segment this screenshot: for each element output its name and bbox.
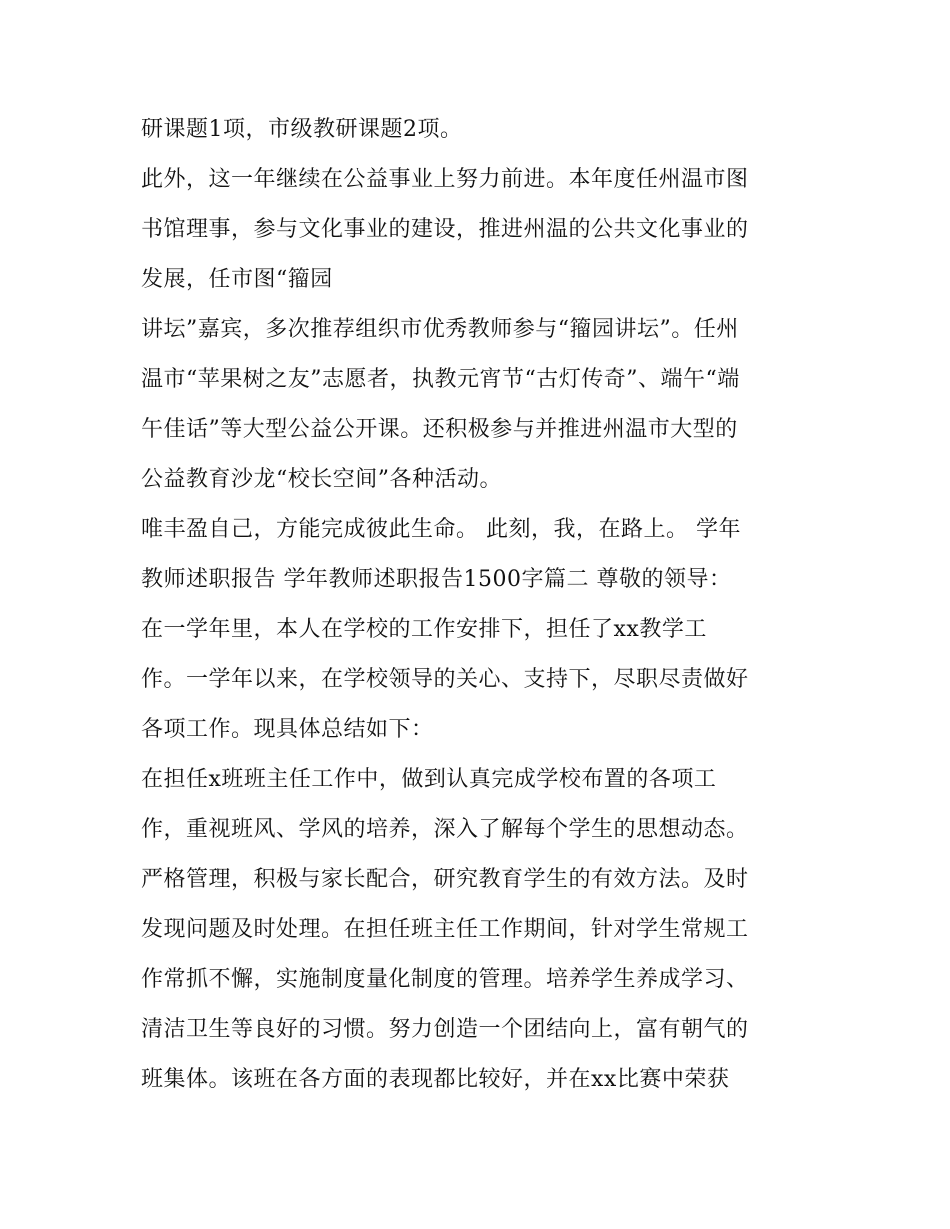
text-line: 各项工作。现具体总结如下： — [141, 717, 434, 742]
text-line: 午佳话”等大型公益公开课。还积极参与并推进州温市大型的 — [141, 417, 738, 442]
text-line: 作常抓不懈，实施制度量化制度的管理。培养学生养成学习、 — [141, 967, 749, 992]
text-line: 讲坛”嘉宾，多次推荐组织市优秀教师参与“籀园讲坛”。任州 — [141, 317, 739, 342]
text-line: 班集体。该班在各方面的表现都比较好，并在xx比赛中荣获 — [141, 1067, 730, 1092]
text-line: 书馆理事，参与文化事业的建设，推进州温的公共文化事业的 — [141, 217, 749, 242]
text-line: 温市“苹果树之友”志愿者，执教元宵节“古灯传奇”、端午“端 — [141, 367, 740, 392]
body-text — [141, 110, 831, 1110]
text-line: 作。一学年以来，在学校领导的关心、支持下，尽职尽责做好 — [141, 667, 749, 692]
text-line: 唯丰盈自己，方能完成彼此生命。 此刻，我，在路上。 学年 — [141, 517, 741, 542]
text-line: 发现问题及时处理。在担任班主任工作期间，针对学生常规工 — [141, 917, 749, 942]
text-line: 教师述职报告 学年教师述职报告1500字篇二 尊敬的领导： — [141, 567, 732, 592]
text-line: 此外，这一年继续在公益事业上努力前进。本年度任州温市图 — [141, 167, 749, 192]
text-line: 作，重视班风、学风的培养，深入了解每个学生的思想动态。 — [141, 817, 749, 842]
text-line: 在一学年里，本人在学校的工作安排下，担任了xx教学工 — [141, 617, 707, 642]
text-line: 研课题1项，市级教研课题2项。 — [141, 117, 463, 142]
text-line: 公益教育沙龙“校长空间”各种活动。 — [141, 467, 502, 492]
text-line: 在担任x班班主任工作中，做到认真完成学校布置的各项工 — [141, 767, 717, 792]
text-line: 严格管理，积极与家长配合，研究教育学生的有效方法。及时 — [141, 867, 749, 892]
text-line: 发展，任市图“籀园 — [141, 267, 333, 292]
text-line: 清洁卫生等良好的习惯。努力创造一个团结向上，富有朝气的 — [141, 1017, 749, 1042]
